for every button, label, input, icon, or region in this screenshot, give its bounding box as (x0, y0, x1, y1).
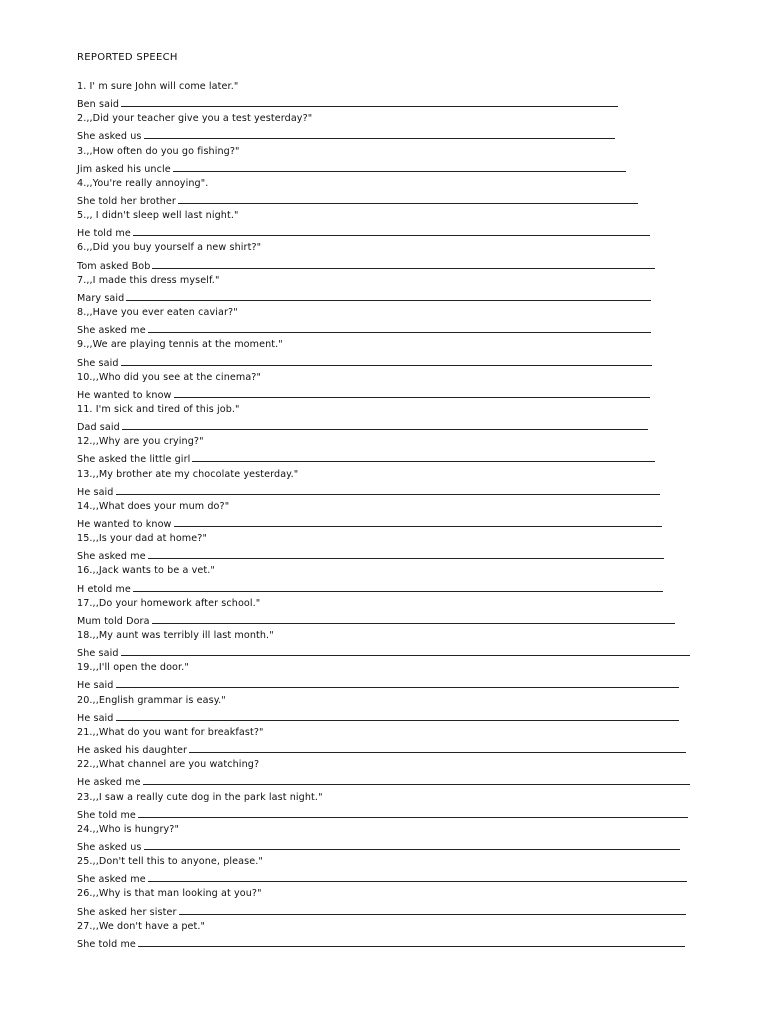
exercise-item (77, 273, 697, 305)
answer-blank-line[interactable] (121, 644, 690, 656)
direct-speech-quote: 4.,,You're really annoying". (77, 177, 209, 189)
direct-speech-quote: 14.,,What does your mum do?" (77, 500, 230, 512)
reported-speech-answer (77, 676, 697, 692)
direct-speech-quote: 17.,,Do your homework after school." (77, 597, 261, 609)
exercise-item (77, 305, 697, 337)
answer-blank-line[interactable] (138, 806, 688, 818)
direct-speech-quote: 10.,,Who did you see at the cinema?" (77, 371, 262, 383)
reporting-verb-label: She told her brother (77, 196, 176, 208)
direct-speech-quote: 23.,,I saw a really cute dog in the park last night." (77, 791, 323, 803)
reported-speech-answer (77, 192, 697, 208)
exercise-item (77, 660, 697, 692)
exercise-list (77, 79, 697, 951)
reported-speech-answer (77, 289, 697, 305)
answer-blank-line[interactable] (133, 580, 663, 592)
answer-blank-line[interactable] (144, 838, 680, 850)
answer-blank-line[interactable] (148, 321, 651, 333)
direct-speech-quote: 20.,,English grammar is easy." (77, 694, 226, 706)
direct-speech-quote: 9.,,We are playing tennis at the moment." (77, 339, 283, 351)
exercise-item (77, 919, 697, 951)
reported-speech-answer (77, 870, 697, 886)
direct-speech-quote: 7.,,I made this dress myself." (77, 274, 220, 286)
reported-speech-answer (77, 773, 697, 789)
exercise-item (77, 337, 697, 369)
reported-speech-answer (77, 612, 697, 628)
exercise-item (77, 531, 697, 563)
reported-speech-answer (77, 321, 697, 337)
reporting-verb-label: She asked us (77, 841, 142, 853)
reported-speech-answer (77, 903, 697, 919)
exercise-item (77, 628, 697, 660)
reported-speech-answer (77, 95, 697, 111)
direct-speech-quote: 25.,,Don't tell this to anyone, please." (77, 856, 263, 868)
exercise-item (77, 790, 697, 822)
reporting-verb-label: She asked me (77, 325, 146, 337)
reporting-verb-label: She asked the little girl (77, 454, 191, 466)
exercise-item (77, 822, 697, 854)
direct-speech-quote: 5.,, I didn't sleep well last night." (77, 210, 239, 222)
reporting-verb-label: She asked me (77, 551, 146, 563)
reporting-verb-label: Mum told Dora (77, 615, 150, 627)
answer-blank-line[interactable] (152, 612, 675, 624)
reporting-verb-label: Jim asked his uncle (77, 163, 171, 175)
reported-speech-answer (77, 709, 697, 725)
reported-speech-answer (77, 224, 697, 240)
reporting-verb-label: He asked me (77, 777, 141, 789)
direct-speech-quote: 11. I'm sick and tired of this job." (77, 403, 240, 415)
reporting-verb-label: She asked her sister (77, 906, 177, 918)
reporting-verb-label: She asked us (77, 131, 142, 143)
exercise-item (77, 693, 697, 725)
reporting-verb-label: She said (77, 648, 119, 660)
reporting-verb-label: He said (77, 712, 114, 724)
reporting-verb-label: She asked me (77, 874, 146, 886)
answer-blank-line[interactable] (152, 257, 655, 269)
reported-speech-answer (77, 257, 697, 273)
reported-speech-answer (77, 515, 697, 531)
answer-blank-line[interactable] (178, 192, 638, 204)
direct-speech-quote: 6.,,Did you buy yourself a new shirt?" (77, 242, 262, 254)
answer-blank-line[interactable] (173, 160, 626, 172)
exercise-item (77, 757, 697, 789)
answer-blank-line[interactable] (116, 483, 661, 495)
answer-blank-line[interactable] (121, 95, 618, 107)
exercise-item (77, 402, 697, 434)
worksheet-title: REPORTED SPEECH (77, 52, 178, 63)
reporting-verb-label: She said (77, 357, 119, 369)
direct-speech-quote: 18.,,My aunt was terribly ill last month." (77, 630, 274, 642)
reported-speech-answer (77, 935, 697, 951)
answer-blank-line[interactable] (143, 773, 690, 785)
answer-blank-line[interactable] (174, 386, 650, 398)
exercise-item (77, 370, 697, 402)
reporting-verb-label: He said (77, 486, 114, 498)
exercise-item (77, 111, 697, 143)
answer-blank-line[interactable] (148, 870, 687, 882)
answer-blank-line[interactable] (133, 224, 650, 236)
direct-speech-quote: 24.,,Who is hungry?" (77, 823, 180, 835)
exercise-item (77, 208, 697, 240)
exercise-item (77, 144, 697, 176)
reporting-verb-label: She told me (77, 809, 136, 821)
answer-blank-line[interactable] (116, 709, 680, 721)
direct-speech-quote: 16.,,Jack wants to be a vet." (77, 565, 215, 577)
direct-speech-quote: 26.,,Why is that man looking at you?" (77, 888, 262, 900)
reporting-verb-label: Dad said (77, 422, 120, 434)
reported-speech-answer (77, 386, 697, 402)
direct-speech-quote: 15.,,Is your dad at home?" (77, 533, 207, 545)
reporting-verb-label: Ben said (77, 99, 120, 111)
reported-speech-answer (77, 806, 697, 822)
answer-blank-line[interactable] (192, 450, 655, 462)
exercise-item (77, 176, 697, 208)
direct-speech-quote: 3.,,How often do you go fishing?" (77, 145, 240, 157)
answer-blank-line[interactable] (138, 935, 685, 947)
exercise-item (77, 240, 697, 272)
reported-speech-answer (77, 838, 697, 854)
direct-speech-quote: 27.,,We don't have a pet." (77, 920, 206, 932)
exercise-item (77, 596, 697, 628)
reporting-verb-label: He wanted to know (77, 389, 172, 401)
exercise-item (77, 79, 697, 111)
direct-speech-quote: 19.,,I'll open the door." (77, 662, 189, 674)
exercise-item (77, 725, 697, 757)
reported-speech-answer (77, 354, 697, 370)
reporting-verb-label: She told me (77, 938, 136, 950)
reporting-verb-label: He asked his daughter (77, 745, 188, 757)
exercise-item (77, 499, 697, 531)
answer-blank-line[interactable] (122, 418, 648, 430)
reporting-verb-label: He said (77, 680, 114, 692)
direct-speech-quote: 13.,,My brother ate my chocolate yesterday." (77, 468, 299, 480)
reporting-verb-label: H etold me (77, 583, 131, 595)
direct-speech-quote: 2.,,Did your teacher give you a test yesterday?" (77, 113, 313, 125)
reported-speech-answer (77, 160, 697, 176)
direct-speech-quote: 8.,,Have you ever eaten caviar?" (77, 307, 238, 319)
exercise-item (77, 467, 697, 499)
direct-speech-quote: 21.,,What do you want for breakfast?" (77, 726, 264, 738)
reported-speech-answer (77, 127, 697, 143)
direct-speech-quote: 22.,,What channel are you watching? (77, 759, 260, 771)
direct-speech-quote: 1. I' m sure John will come later." (77, 81, 239, 92)
exercise-item (77, 854, 697, 886)
answer-blank-line[interactable] (189, 741, 686, 753)
reporting-verb-label: He told me (77, 228, 131, 240)
answer-blank-line[interactable] (126, 289, 651, 301)
reported-speech-answer (77, 644, 697, 660)
answer-blank-line[interactable] (179, 903, 686, 915)
answer-blank-line[interactable] (116, 676, 680, 688)
exercise-item (77, 434, 697, 466)
reporting-verb-label: Mary said (77, 292, 125, 304)
exercise-item (77, 563, 697, 595)
reported-speech-answer (77, 547, 697, 563)
reported-speech-answer (77, 741, 697, 757)
exercise-item (77, 886, 697, 918)
answer-blank-line[interactable] (144, 127, 615, 139)
answer-blank-line[interactable] (174, 515, 662, 527)
answer-blank-line[interactable] (121, 354, 652, 366)
reported-speech-answer (77, 418, 697, 434)
reporting-verb-label: He wanted to know (77, 519, 172, 530)
reported-speech-answer (77, 483, 697, 499)
reporting-verb-label: Tom asked Bob (77, 260, 151, 272)
answer-blank-line[interactable] (148, 547, 664, 559)
reported-speech-answer (77, 450, 697, 466)
reported-speech-answer (77, 580, 697, 596)
direct-speech-quote: 12.,,Why are you crying?" (77, 436, 204, 448)
